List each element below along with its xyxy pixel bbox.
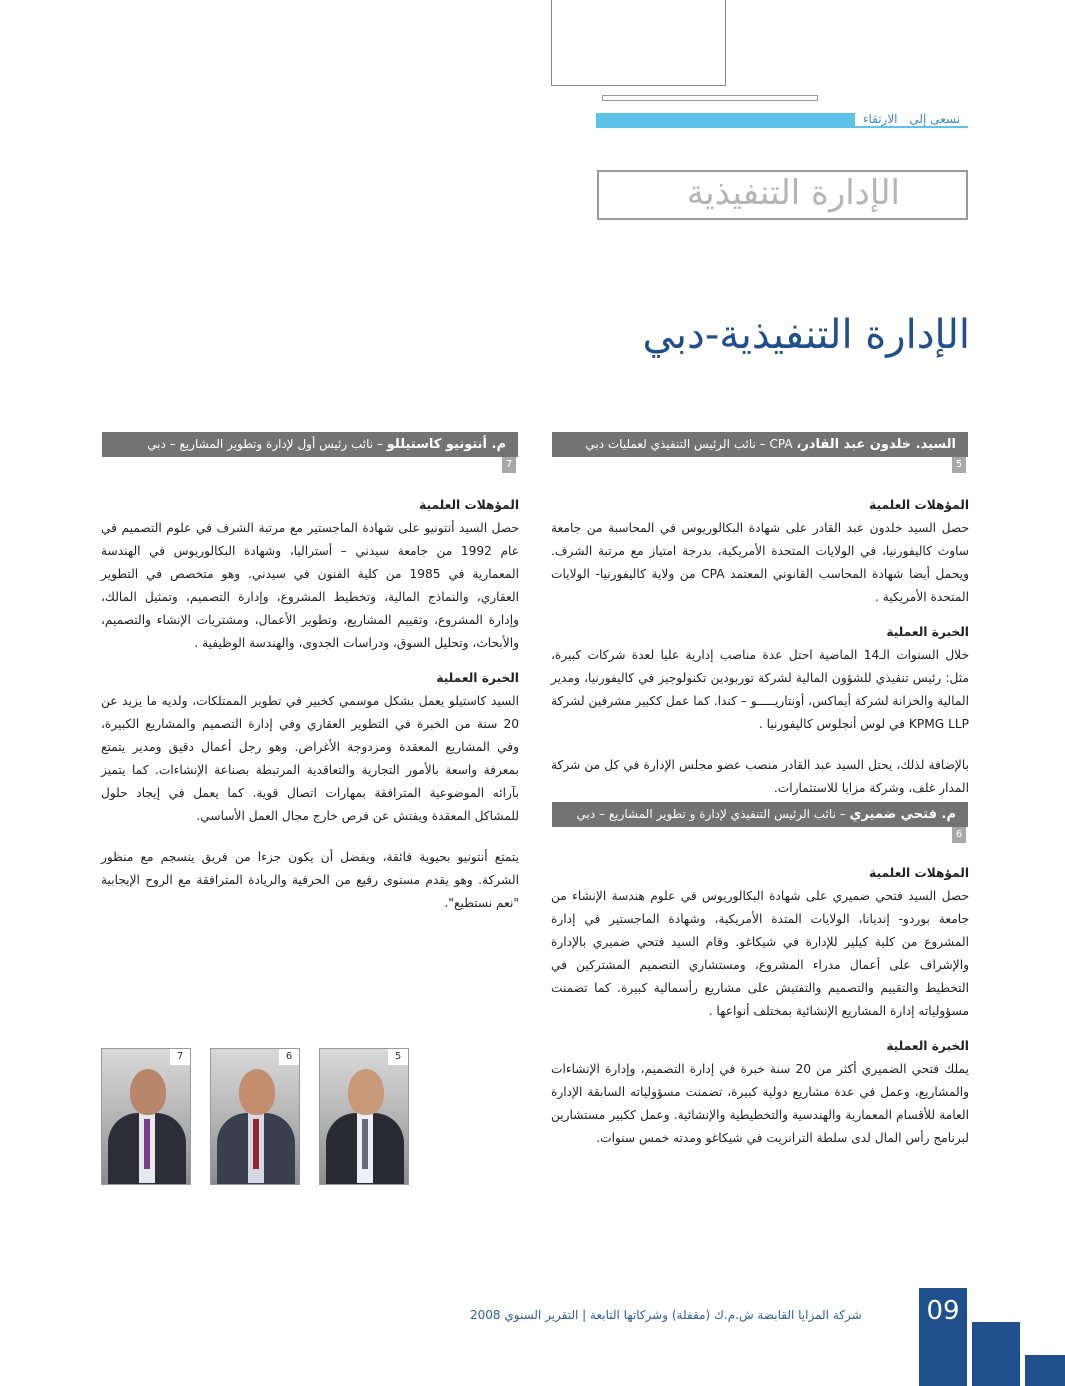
person-name: م. فتحي ضميري	[849, 807, 956, 822]
portrait-number: 7	[170, 1049, 190, 1065]
portrait-tie	[144, 1119, 150, 1169]
person-header-antonio	[102, 432, 518, 457]
person-role: – نائب رئيس أول لإدارة وتطوير المشاريع – دبي	[147, 437, 387, 451]
person-bio-fathi	[551, 862, 969, 1150]
qualifications-heading: المؤهلات العلمية	[869, 866, 969, 880]
page-number: 09	[919, 1288, 967, 1334]
slogan-text	[855, 112, 968, 126]
person-number-badge: 7	[502, 457, 516, 473]
portrait-head	[239, 1069, 275, 1115]
person-number-badge: 6	[952, 827, 966, 843]
person-name: م. أنتونيو كاستيللو	[386, 437, 506, 452]
experience-text: يملك فتحي الضميري أكثر من 20 سنة خبرة في إدارة التصميم، وإدارة الإنشاءات والمشاريع، وعمل في عدة مشاريع دولية كبيرة، تضمنت مسؤولياته السابقة الإدارة العامة للأقسام المعمارية والهندسية والتخطيطية والإنشائية. وعمل ككبير مستشارين لبرنامج رأس المال لدى سلطة الترانزيت في شيكاغو ومدته خمس سنوات.	[551, 1062, 969, 1145]
section-title: الإدارة التنفيذية	[686, 173, 900, 213]
person-role: – نائب الرئيس التنفيذي لإدارة و تطوير المشاريع – دبي	[576, 807, 850, 821]
qualifications-heading: المؤهلات العلمية	[869, 498, 969, 512]
portrait-number: 5	[388, 1049, 408, 1065]
extra-text: يتمتع أنتونيو بحيوية فائقة، ويفضل أن يكون جزءا من فريق ينسجم مع منظور الشركة. وهو يقدم مستوى رفيع من الحرفية والريادة المترافقة مع الروح الإيجابية "نعم نستطيع".	[101, 850, 519, 910]
top-frame-bar	[602, 95, 818, 101]
slogan-pre: نسعى إلى	[905, 112, 964, 126]
footer-company-text: شركة المزايا القابضة ش.م.ك (مقفلة) وشركاتها التابعة | التقرير السنوي 2008	[470, 1308, 862, 1322]
portrait-head	[348, 1069, 384, 1115]
portrait-tie	[253, 1119, 259, 1169]
top-frame-box	[551, 0, 726, 86]
experience-heading: الخبرة العملية	[886, 1039, 969, 1053]
portrait-photo-antonio	[101, 1048, 191, 1185]
portrait-number: 6	[279, 1049, 299, 1065]
person-number-badge: 5	[952, 457, 966, 473]
portrait-tie	[362, 1119, 368, 1169]
person-bio-khaldoun	[551, 494, 969, 800]
footer-block-2	[972, 1322, 1020, 1386]
footer-block-3	[1025, 1355, 1065, 1386]
experience-text: السيد كاستيلو يعمل بشكل موسمي كخبير في تطوير الممتلكات، ولديه ما يزيد عن 20 سنة من الخبرة في التطوير العقاري وفي إدارة التصميم والمشاريع الكبيرة، وفي المشاريع المعقدة ومزدوجة الأغراض. وهو رجل أعمال دقيق ومدير يتمتع بمعرفة واسعة بالأمور التجارية والتعاقدية المرتبطة بصناعة الإنشاءات. كما يتميز بآرائه الموضوعية المترافقة بمهارات اتصال قوية. كما يعمل في إيجاد حلول للمشاكل المعقدة ويفتش عن فرص خارج مجال العمل الأساسي.	[101, 694, 519, 823]
qualifications-heading: المؤهلات العلمية	[419, 498, 519, 512]
experience-heading: الخبرة العملية	[436, 671, 519, 685]
portrait-photo-fathi	[210, 1048, 300, 1185]
person-name: السيد. خلدون عبد القادر،	[796, 437, 956, 452]
extra-text: بالإضافة لذلك، يحتل السيد عبد القادر منصب عضو مجلس الإدارة في كل من شركة المدار غلف، وشركة مزايا للاستثمارات.	[551, 758, 969, 795]
qualifications-text: حصل السيد فتحي ضميري على شهادة البكالوريوس في علوم هندسة الإنشاء من جامعة بوردو- إنديانا، الولايات المتدة الأمريكية، وشهادة الماجستير في إدارة المشروع من كلية كيلير للإدارة في شيكاغو. وقام السيد فتحي ضميري بالإدارة والإشراف على أعمال مدراء المشروع، ومستشاري التصميم المشتركين في التخطيط والتقييم والتصميم والتفتيش على مشاريع رأسمالية كبيرة. كما تضمنت مسؤولياته إدارة المشاريع الإنشائية بمختلف أنواعها .	[551, 889, 969, 1018]
qualifications-text: حصل السيد خلدون عبد القادر على شهادة البكالوريوس في المحاسبة من جامعة ساوث كاليفورنيا، في الولايات المتحدة الأمريكية، بدرجة امتياز مع مرتبة الشرف. ويحمل أيضا شهادة المحاسب القانوني المعتمد CPA من ولاية كاليفورنيا- الولايات المتحدة الأمريكية .	[551, 521, 969, 604]
slogan-main: الارتقاء	[859, 112, 902, 126]
person-bio-antonio	[101, 494, 519, 915]
slogan	[596, 112, 968, 128]
person-header-fathi	[552, 802, 968, 827]
experience-text: خلال السنوات الـ14 الماضية احتل عدة مناصب إدارية عليا لعدة شركات كبيرة، مثل: رئيس تنفيذي للشؤون المالية لشركة توربودين تكنولوجيز في كاليفورنيا، ومدير المالية والخزانة لشركة أيماكس، أونتاريـــــو – كندا. كما عمل ككبير مشرفين لشركة KPMG LLP في لوس أنجلوس كاليفورنيا .	[551, 648, 969, 731]
experience-heading: الخبرة العملية	[886, 625, 969, 639]
person-header-khaldoun	[552, 432, 968, 457]
portrait-head	[130, 1069, 166, 1115]
qualifications-text: حصل السيد أنتونيو على شهادة الماجستير مع مرتبة الشرف في علوم التصميم في عام 1992 من جامعة سيدني – أستراليا، وشهادة البكالوريوس في الهندسة المعمارية في 1985 من كلية الفنون في سيدني. وهو متخصص في التطوير العقاري، والنماذج المالية، وتخطيط المشروع، وإدارة التصميم، وتمثيل المالك، وإدارة المشروع، وتقييم المشاريع، وتطوير الأعمال، ومشتريات الإنشاء والتصميم، والأبحاث، وتحليل السوق، ودراسات الجدوى، والهندسة الوظيفية .	[101, 521, 520, 650]
portrait-photo-khaldoun	[319, 1048, 409, 1185]
page-title: الإدارة التنفيذية-دبي	[642, 312, 970, 358]
person-role: CPA – نائب الرئيس التنفيذي لعمليات دبي	[585, 437, 797, 451]
